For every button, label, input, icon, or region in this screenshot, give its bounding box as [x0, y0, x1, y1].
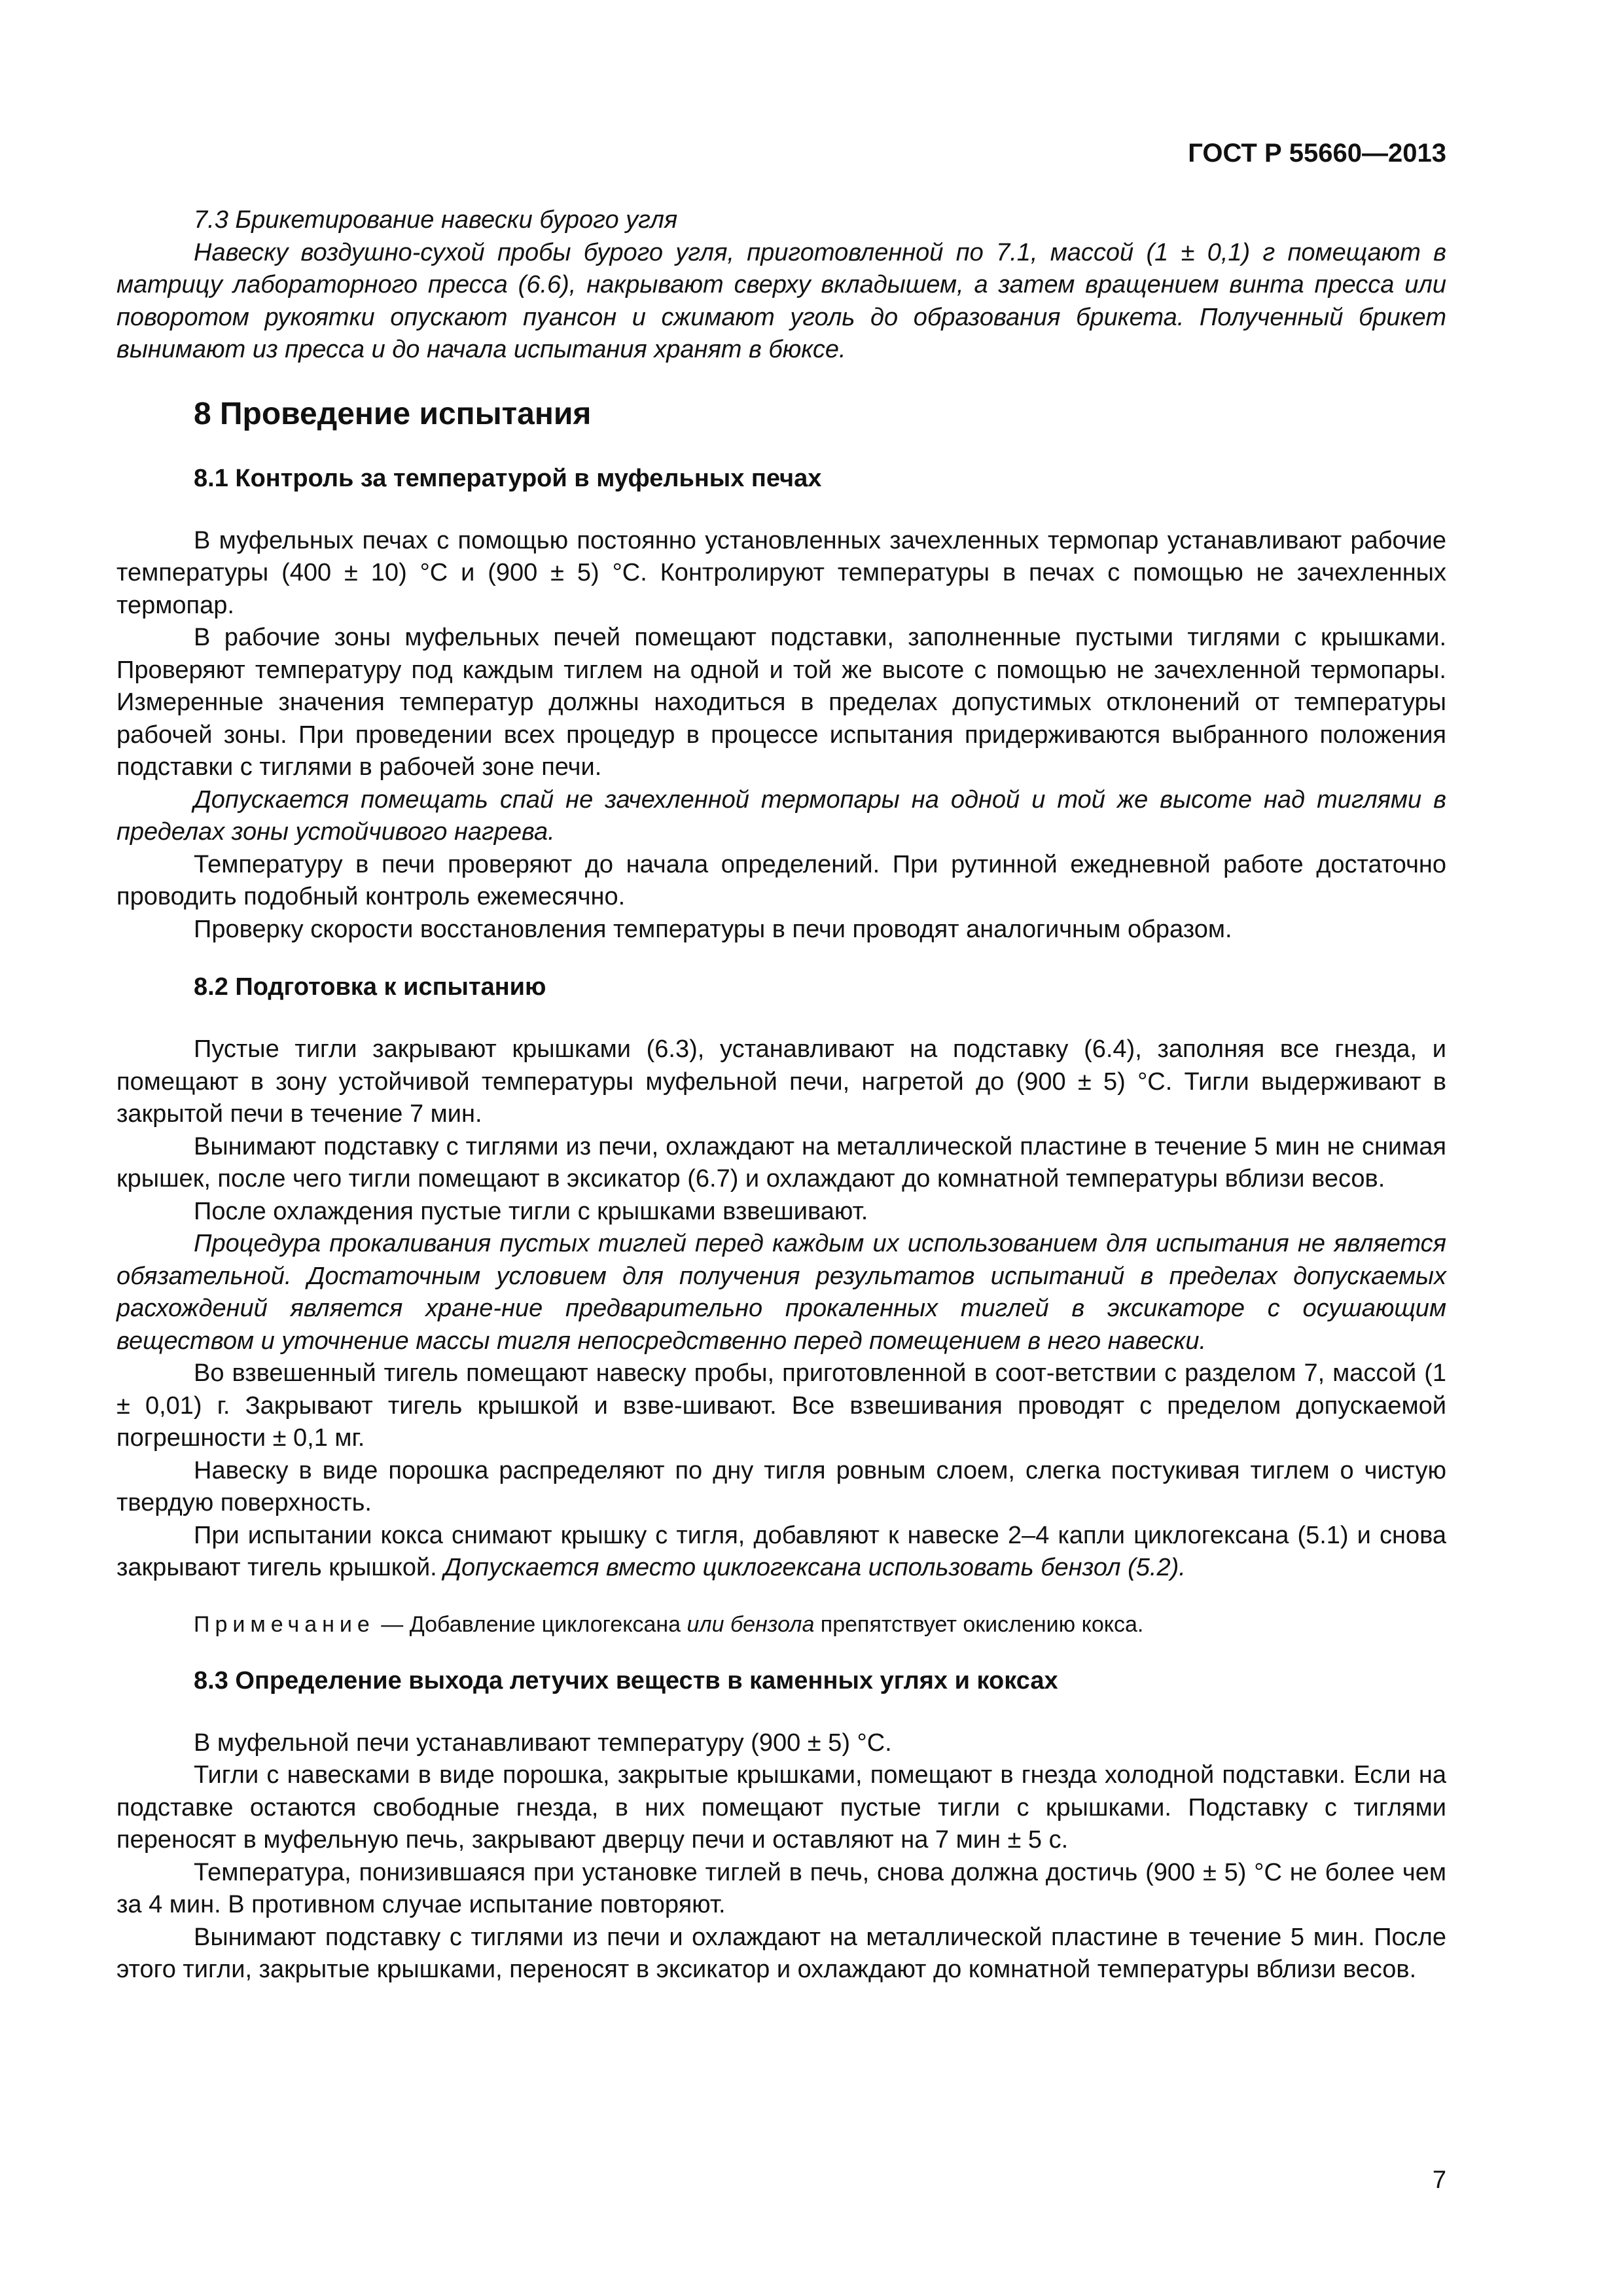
- section-8-1-paragraph-3: Допускается помещать спай не зачехленной термопары на одной и той же высоте над тиглями в пределах зоны устойчивого нагрева.: [116, 785, 1446, 846]
- section-8-3-paragraph-1: В муфельной печи устанавливают температуру (900 ± 5) °С.: [194, 1729, 892, 1757]
- section-7-3-paragraph-1: Навеску воздушно-сухой пробы бурого угля, приготовленной по 7.1, массой (1 ± 0,1) г помещают в матрицу лабораторного пресса (6.6), накрывают сверху вкладышем, а затем вращением винта пресса или поворотом рукоятки опускают пуансон и сжимают уголь до образования брикета. Полученный брикет вынимают из пресса и до начала испытания хранят в бюксе.: [116, 238, 1446, 363]
- coke-paragraph-normal-text: При испытании кокса снимают крышку с тигля, добавляют к навеске 2–4 капли циклогексана (5.1) и снова закрывают тигель крышкой.: [116, 1521, 1446, 1581]
- section-8-2: [116, 971, 1446, 1640]
- section-8-2-paragraph-5: Во взвешенный тигель помещают навеску пробы, приготовленной в соот-ветствии с разделом 7, массой (1 ± 0,01) г. Закрывают тигель крышкой и взве-шивают. Все взвешивания проводят с пределом допускаемой погрешности ± 0,1 мг.: [116, 1359, 1446, 1452]
- section-8-3-paragraph-4: Вынимают подставку с тиглями из печи и охлаждают на металлической пластине в течение 5 мин. После этого тигли, закрытые крышками, переносят в эксикатор и охлаждают до комнатной температуры вблизи весов.: [116, 1923, 1446, 1983]
- section-8-2-paragraph-1: Пустые тигли закрывают крышками (6.3), устанавливают на подставку (6.4), заполняя все гнезда, и помещают в зону устойчивой температуры муфельной печи, нагретой до (900 ± 5) °С. Тигли выдерживают в закрытой печи в течение 7 мин.: [116, 1035, 1446, 1128]
- section-8-3-title: 8.3 Определение выхода летучих веществ в каменных углях и коксах: [194, 1666, 1058, 1695]
- note-label: Примечание: [194, 1611, 375, 1637]
- section-8-1-paragraph-5: Проверку скорости восстановления температуры в печи проводят аналогичным образом.: [194, 915, 1232, 943]
- section-8-1-title: 8.1 Контроль за температурой в муфельных печах: [194, 464, 822, 492]
- section-8-2-paragraph-3: После охлаждения пустые тигли с крышками взвешивают.: [194, 1197, 868, 1225]
- section-8-2-paragraph-7: [116, 1520, 1446, 1585]
- section-7-3-title: 7.3 Брикетирование навески бурого угля: [194, 206, 678, 234]
- section-8-1-paragraph-2: В рабочие зоны муфельных печей помещают подставки, заполненные пустыми тиглями с крышками. Проверяют температуру под каждым тиглем на одной и той же высоте с помощью не зачехленной термопары. Измеренные значения температур должны находиться в пределах допустимых отклонений от температуры рабочей зоны. При проведении всех процедур в процессе испытания придерживаются выбранного положения подставки с тиглями в рабочей зоне печи.: [116, 624, 1446, 781]
- page-number: 7: [1432, 2166, 1446, 2194]
- section-8-1-paragraph-1: В муфельных печах с помощью постоянно установленных зачехленных термопар устанавливают рабочие температуры (400 ± 10) °С и (900 ± 5) °С. Контролируют температуры в печах с помощью не зачехленных термопар.: [116, 526, 1446, 619]
- section-8-3: [116, 1664, 1446, 1986]
- section-7-3: [116, 204, 1446, 367]
- section-8-2-paragraph-2: Вынимают подставку с тиглями из печи, охлаждают на металлической пластине в течение 5 мин не снимая крышек, после чего тигли помещают в эксикатор (6.7) и охлаждают до комнатной температуры вблизи весов.: [116, 1132, 1446, 1193]
- document-header: ГОСТ Р 55660—2013: [1188, 139, 1446, 168]
- section-8-1-paragraph-4: Температуру в печи проверяют до начала определений. При рутинной ежедневной работе достаточно проводить подобный контроль ежемесячно.: [116, 850, 1446, 910]
- section-8-2-paragraph-4: Процедура прокаливания пустых тиглей перед каждым их использованием для испытания не является обязательной. Достаточным условием для получения результатов испытаний в пределах допускаемых расхождений является хране-ние предварительно прокаленных тиглей в эксикаторе с осушающим веществом и уточнение массы тигля непосредственно перед помещением в него навески.: [116, 1230, 1446, 1355]
- section-8-1: [116, 462, 1446, 946]
- note-text-normal-2: препятствует окислению кокса.: [814, 1611, 1144, 1637]
- section-8-3-paragraph-3: Температура, понизившаяся при установке тиглей в печь, снова должна достичь (900 ± 5) °С не более чем за 4 мин. В противном случае испытание повторяют.: [116, 1858, 1446, 1918]
- note-text-normal-1: Добавление циклогексана: [409, 1611, 687, 1637]
- note-text-italic: или бензола: [687, 1611, 815, 1637]
- section-8-2-paragraph-6: Навеску в виде порошка распределяют по дну тигля ровным слоем, слегка постукивая тиглем о чистую твердую поверхность.: [116, 1456, 1446, 1516]
- section-8-2-note: [194, 1609, 1446, 1640]
- section-8-3-paragraph-2: Тигли с навесками в виде порошка, закрытые крышками, помещают в гнезда холодной подставки. Если на подставке остаются свободные гнезда, в них помещают пустые тигли с крышками. Подставку с тиглями переносят в муфельную печь, закрывают дверцу печи и оставляют на 7 мин ± 5 с.: [116, 1761, 1446, 1854]
- document-page: [116, 137, 1446, 2199]
- section-8-title: 8 Проведение испытания: [194, 396, 592, 431]
- section-8-2-title: 8.2 Подготовка к испытанию: [194, 973, 546, 1001]
- coke-paragraph-italic-text: Допускается вместо циклогексана использовать бензол (5.2).: [444, 1554, 1186, 1581]
- note-dash: —: [374, 1611, 410, 1637]
